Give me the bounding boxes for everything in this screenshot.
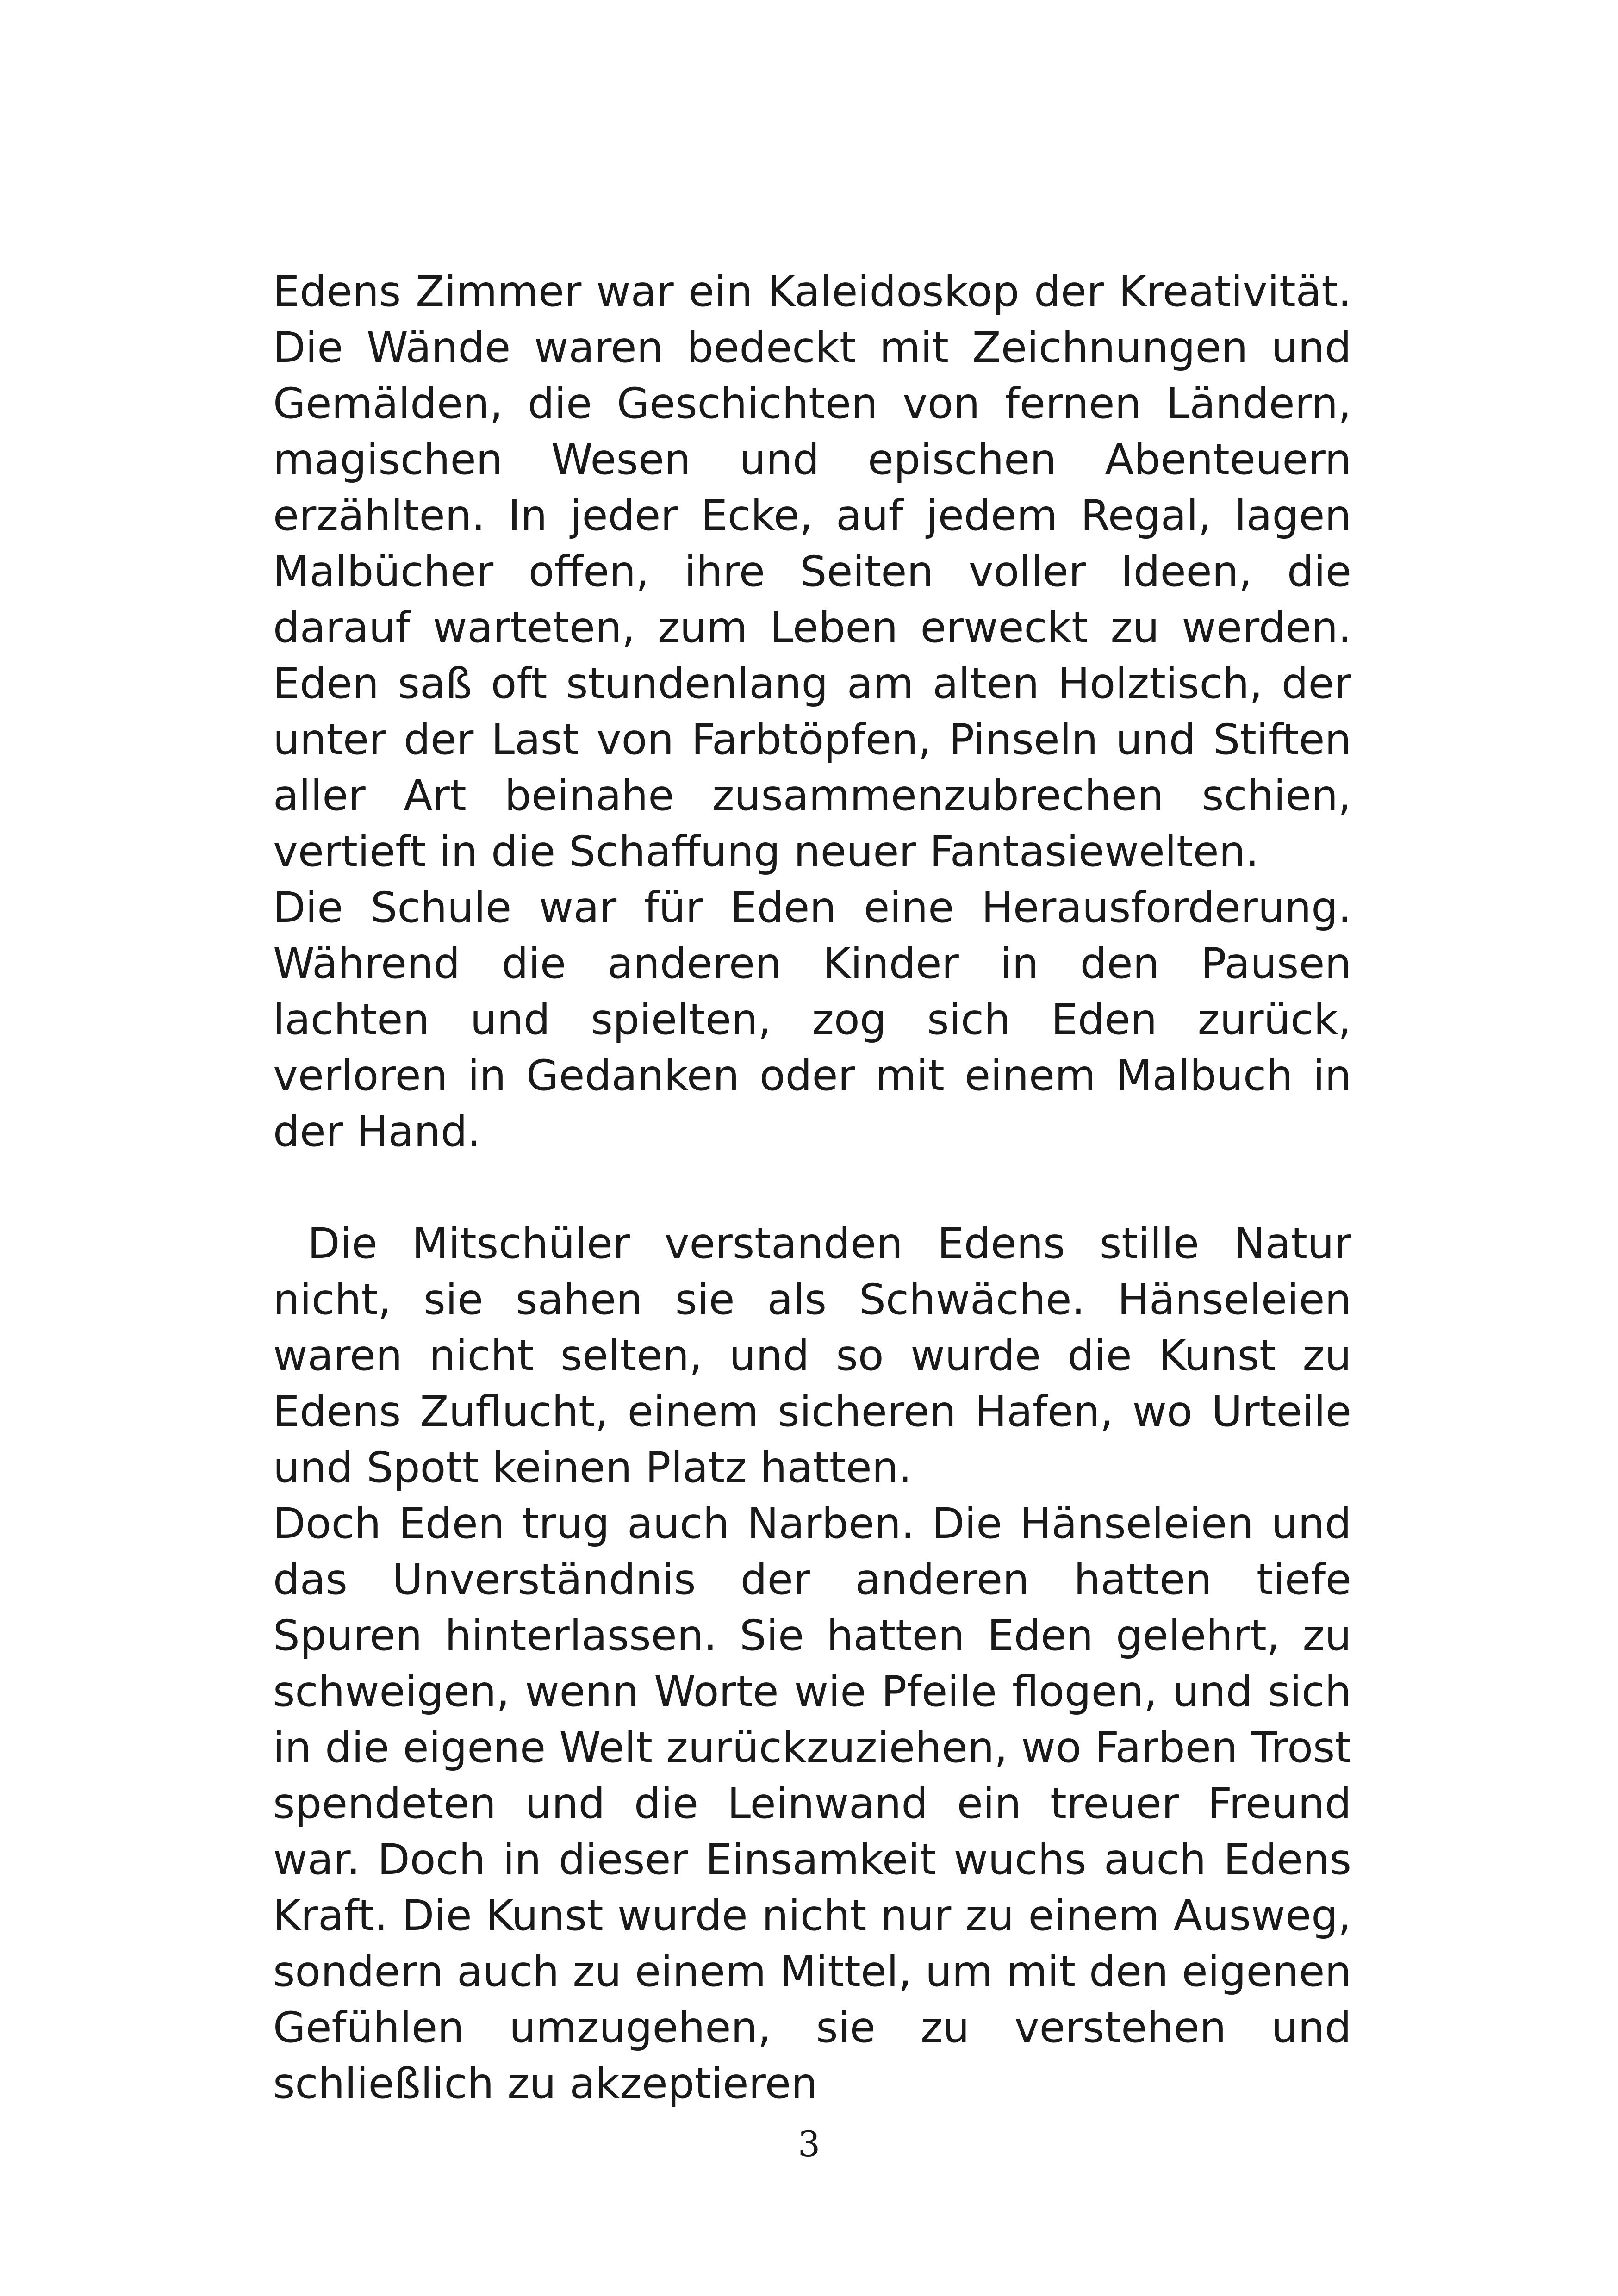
paragraph-2: Die Schule war für Eden eine Herausforderung. Während die anderen Kinder in den Pausen lachten und spielten, zog sich Eden zurück, verloren in Gedanken oder mit einem Malbuch in der Hand. bbox=[273, 884, 1351, 1156]
paragraph-1: Edens Zimmer war ein Kaleidoskop der Kreativität. Die Wände waren bedeckt mit Zeichnungen und Gemälden, die Geschichten von fernen Ländern, magischen Wesen und epischen Abenteuern erzählten. In jeder Ecke, auf jedem Regal, lagen Malbücher offen, ihre Seiten voller Ideen, die darauf warteten, zum Leben erweckt zu werden. Eden saß oft stundenlang am alten Holztisch, der unter der Last von Farbtöpfen, Pinseln und Stiften aller Art beinahe zusammenzubrechen schien, vertieft in die Schaffung neuer Fantasiewelten. bbox=[273, 268, 1351, 876]
page-number: 3 bbox=[797, 2123, 821, 2165]
paragraph-4: Doch Eden trug auch Narben. Die Hänseleien und das Unverständnis der anderen hatten tiefe Spuren hinterlassen. Sie hatten Eden gelehrt, zu schweigen, wenn Worte wie Pfeile flogen, und sich in die eigene Welt zurückzuziehen, wo Farben Trost spendeten und die Leinwand ein treuer Freund war. Doch in dieser Einsamkeit wuchs auch Edens Kraft. Die Kunst wurde nicht nur zu einem Ausweg, sondern auch zu einem Mittel, um mit den eigenen Gefühlen umzugehen, sie zu verstehen und schließlich zu akzeptieren bbox=[273, 1500, 1351, 2108]
body-text bbox=[273, 264, 1365, 2112]
paragraph-3: Die Mitschüler verstanden Edens stille Natur nicht, sie sahen sie als Schwäche. Hänseleien waren nicht selten, und so wurde die Kunst zu Edens Zuflucht, einem sicheren Hafen, wo Urteile und Spott keinen Platz hatten. bbox=[273, 1220, 1365, 1492]
